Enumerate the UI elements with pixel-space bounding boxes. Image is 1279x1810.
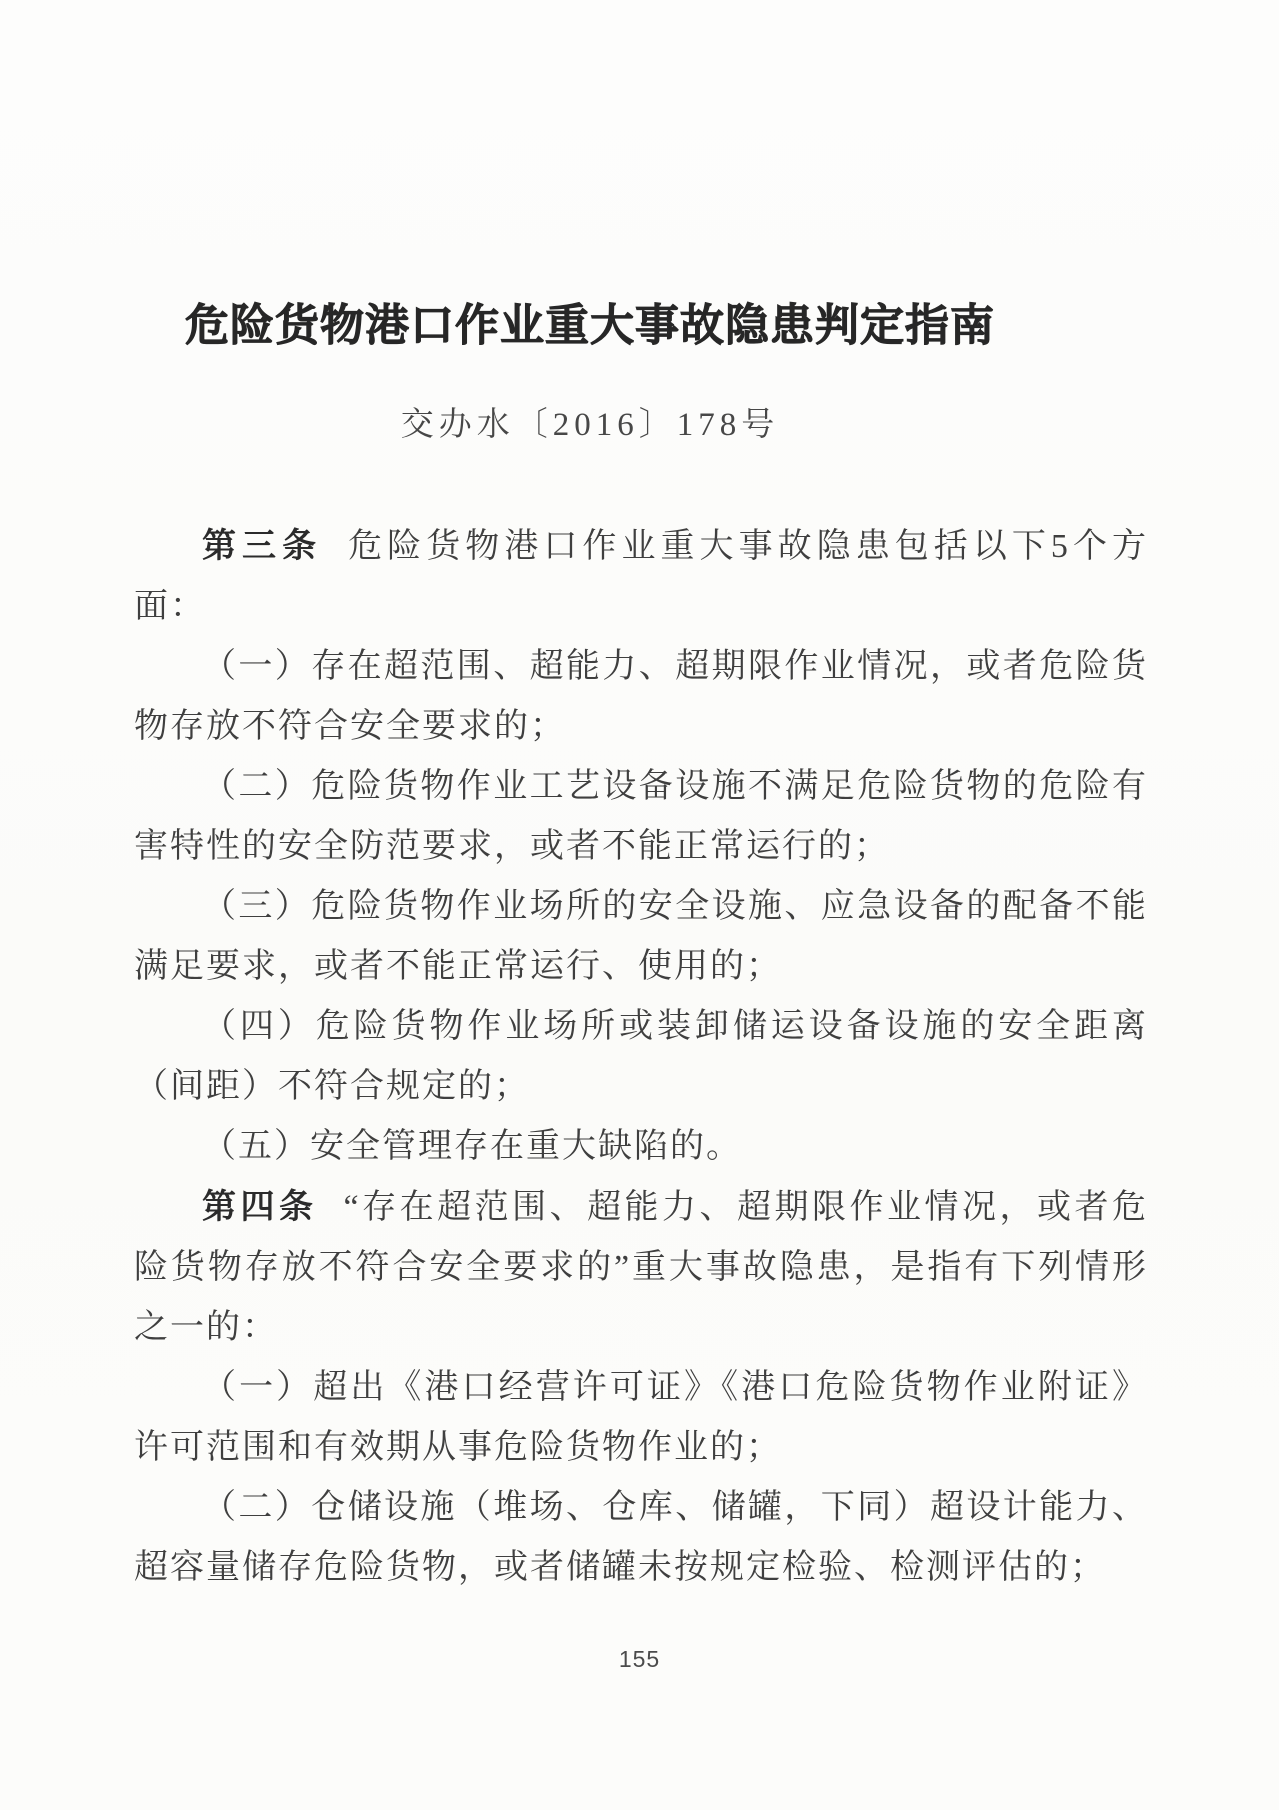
document-body <box>134 516 1148 1598</box>
article-3-item-2-paragraph <box>134 757 1148 877</box>
article-3-intro-paragraph <box>134 516 1148 637</box>
article-3-item-3-paragraph <box>134 877 1148 997</box>
article-3-lead: 第三条 <box>202 527 323 565</box>
article-4-item-1-text: （一）超出《港口经营许可证》《港口危险货物作业附证》许可范围和有效期从事危险货物作业的； <box>134 1369 1148 1466</box>
article-4-item-2-text: （二）仓储设施（堆场、仓库、储罐，下同）超设计能力、超容量储存危险货物，或者储罐未按规定检验、检测评估的； <box>134 1489 1148 1586</box>
article-3-item-1-text: （一）存在超范围、超能力、超期限作业情况，或者危险货物存放不符合安全要求的； <box>134 648 1148 745</box>
article-3-intro-text: 危险货物港口作业重大事故隐患包括以下5个方面： <box>134 528 1149 625</box>
article-3-item-5-text: （五）安全管理存在重大缺陷的。 <box>202 1128 742 1165</box>
article-4-item-2-paragraph <box>134 1478 1148 1598</box>
article-4-intro-paragraph <box>134 1177 1148 1358</box>
article-3-item-3-text: （三）危险货物作业场所的安全设施、应急设备的配备不能满足要求，或者不能正常运行、使用的； <box>134 888 1148 985</box>
article-3-item-5-paragraph <box>134 1117 1148 1177</box>
document-title: 危险货物港口作业重大事故隐患判定指南 <box>185 301 995 350</box>
article-3-item-4-text: （四）危险货物作业场所或装卸储运设备设施的安全距离（间距）不符合规定的； <box>134 1008 1148 1105</box>
article-3-item-2-text: （二）危险货物作业工艺设备设施不满足危险货物的危险有害特性的安全防范要求，或者不能正常运行的； <box>134 768 1148 865</box>
article-4-item-1-paragraph <box>134 1358 1148 1478</box>
document-number: 交办水〔2016〕178号 <box>400 407 780 443</box>
article-4-intro-text: “存在超范围、超能力、超期限作业情况，或者危险货物存放不符合安全要求的”重大事故隐患，是指有下列情形之一的： <box>134 1189 1149 1346</box>
article-3-item-1-paragraph <box>134 637 1148 757</box>
article-4-lead: 第四条 <box>202 1188 318 1226</box>
article-3-item-4-paragraph <box>134 997 1148 1117</box>
page-number: 155 <box>618 1646 661 1672</box>
